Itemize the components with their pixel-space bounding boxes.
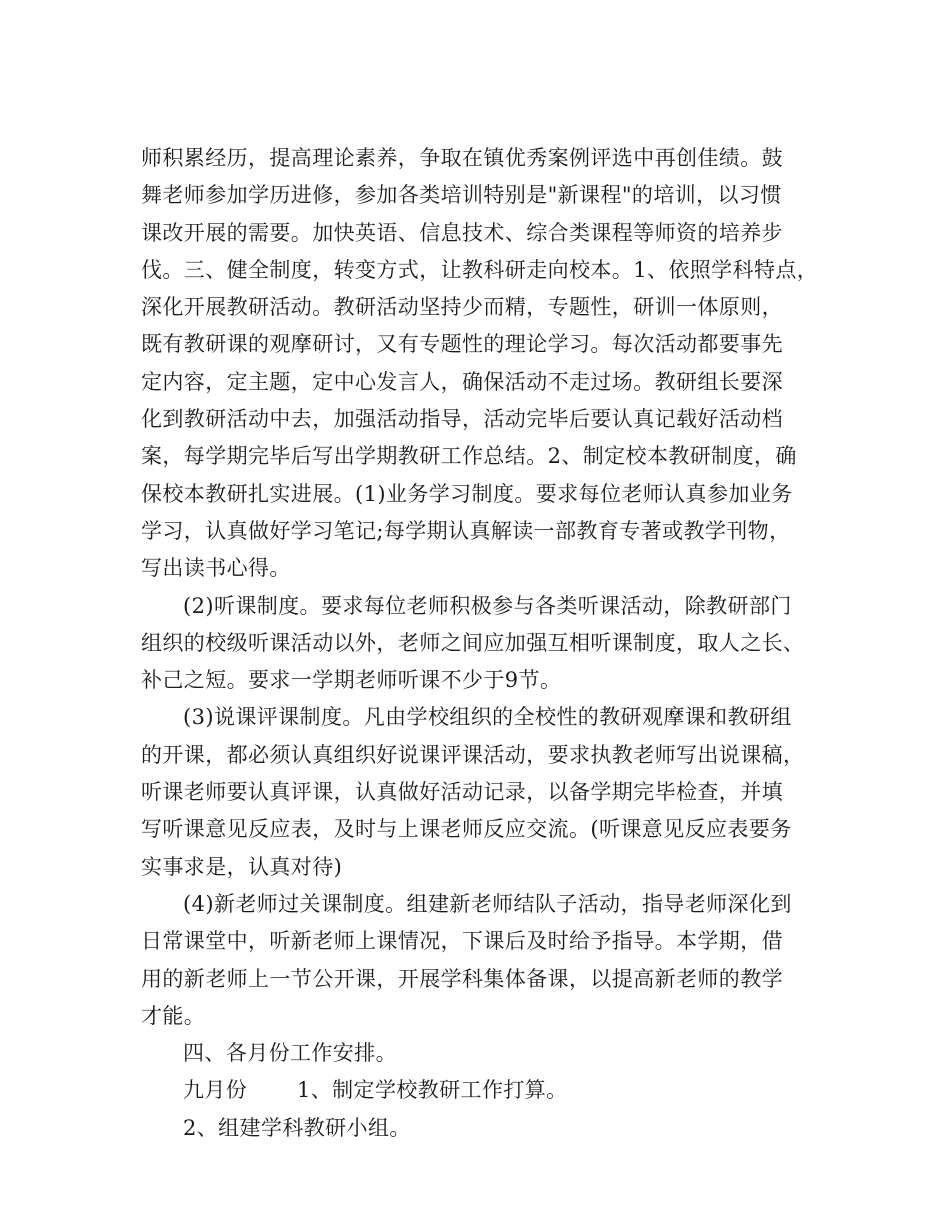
paragraph-3 xyxy=(141,699,831,885)
text-line: 组织的校级听课活动以外，老师之间应加强互相听课制度，取人之长、 xyxy=(141,630,805,655)
text-line: (3)说课评课制度。凡由学校组织的全校性的教研观摩课和教研组 xyxy=(183,705,792,730)
text-line: 才能。 xyxy=(141,1003,206,1028)
text-line: 深化开展教研活动。教研活动坚持少而精，专题性，研训一体原则， xyxy=(141,295,783,320)
text-line: 听课老师要认真评课，认真做好活动记录，以备学期完毕检查，并填 xyxy=(141,780,783,805)
text-line: 补己之短。要求一学期老师听课不少于9节。 xyxy=(141,668,562,693)
text-line: 保校本教研扎实进展。(1)业务学习制度。要求每位老师认真参加业务 xyxy=(141,481,793,506)
paragraph-4 xyxy=(141,886,831,1035)
text-line: (4)新老师过关课制度。组建新老师结队子活动，指导老师深化到 xyxy=(183,891,792,916)
month-label: 九月份 xyxy=(183,1078,248,1103)
text-line: (2)听课制度。要求每位老师积极参与各类听课活动，除教研部门 xyxy=(183,593,792,618)
text-line: 写听课意见反应表，及时与上课老师反应交流。(听课意见反应表要务 xyxy=(141,817,792,842)
text-line: 课改开展的需要。加快英语、信息技术、综合类课程等师资的培养步 xyxy=(141,220,783,245)
text-line: 日常课堂中，听新老师上课情况，下课后及时给予指导。本学期，借 xyxy=(141,929,783,954)
month-entry xyxy=(141,1072,831,1109)
paragraph-2 xyxy=(141,588,831,700)
text-line: 伐。三、健全制度，转变方式，让教科研走向校本。1、依照学科特点， xyxy=(141,257,819,282)
text-line: 用的新老师上一节公开课，开展学科集体备课，以提高新老师的教学 xyxy=(141,966,783,991)
paragraph-1 xyxy=(141,140,831,588)
month-item: 1、制定学校教研工作打算。 xyxy=(297,1078,568,1103)
text-line: 舞老师参加学历进修，参加各类培训特别是"新课程"的培训，以习惯 xyxy=(141,183,782,208)
text-line: 实事求是，认真对待) xyxy=(141,854,343,879)
text-line: 学习，认真做好学习笔记;每学期认真解读一部教育专著或教学刊物， xyxy=(141,518,791,543)
text-line: 师积累经历，提高理论素养，争取在镇优秀案例评选中再创佳绩。鼓 xyxy=(141,146,783,170)
text-line: 既有教研课的观摩研讨，又有专题性的理论学习。每次活动都要事先 xyxy=(141,332,783,357)
text-line: 案，每学期完毕后写出学期教研工作总结。2、制定校本教研制度，确 xyxy=(141,444,797,469)
text-line: 化到教研活动中去，加强活动指导，活动完毕后要认真记载好活动档 xyxy=(141,407,783,432)
text-line: 的开课，都必须认真组织好说课评课活动，要求执教老师写出说课稿， xyxy=(141,742,805,767)
section-heading: 四、各月份工作安排。 xyxy=(183,1041,397,1066)
document-body xyxy=(141,140,831,1147)
text-line: 定内容，定主题，定中心发言人，确保活动不走过场。教研组长要深 xyxy=(141,369,783,394)
followup-item: 2、组建学科教研小组。 xyxy=(183,1115,411,1140)
text-line: 写出读书心得。 xyxy=(141,556,291,581)
